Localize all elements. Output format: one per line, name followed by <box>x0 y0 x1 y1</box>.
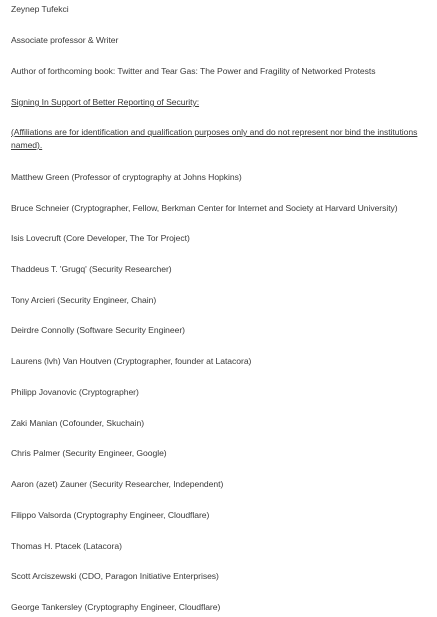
signatory-item: Isis Lovecruft (Core Developer, The Tor Project) <box>11 233 190 243</box>
signing-heading: Signing In Support of Better Reporting of Security: <box>11 97 200 107</box>
signatory-item: Philipp Jovanovic (Cryptographer) <box>11 387 139 397</box>
signatory-item: Thaddeus T. 'Grugq' (Security Researcher) <box>11 264 172 274</box>
author-book: Author of forthcoming book: Twitter and Tear Gas: The Power and Fragility of Networked Protests <box>11 66 376 76</box>
signatory-item: Filippo Valsorda (Cryptography Engineer, Cloudflare) <box>11 510 210 520</box>
signatory-item: Deirdre Connolly (Software Security Engineer) <box>11 325 185 335</box>
signatory-item: Zaki Manian (Cofounder, Skuchain) <box>11 418 145 428</box>
signatory-item: Thomas H. Ptacek (Latacora) <box>11 541 122 551</box>
signatory-item: Scott Arciszewski (CDO, Paragon Initiative Enterprises) <box>11 571 219 581</box>
signatory-item: Matthew Green (Professor of cryptography at Johns Hopkins) <box>11 172 242 182</box>
signatory-item: Tony Arcieri (Security Engineer, Chain) <box>11 295 157 305</box>
author-role: Associate professor & Writer <box>11 35 119 45</box>
signatory-item: Bruce Schneier (Cryptographer, Fellow, Berkman Center for Internet and Society at Harvard University) <box>11 203 398 213</box>
signatory-item: Aaron (azet) Zauner (Security Researcher, Independent) <box>11 479 224 489</box>
signatory-item: Laurens (lvh) Van Houtven (Cryptographer, founder at Latacora) <box>11 356 252 366</box>
author-name: Zeynep Tufekci <box>11 4 69 14</box>
signatory-item: George Tankersley (Cryptography Engineer, Cloudflare) <box>11 602 221 612</box>
affiliations-note: (Affiliations are for identification and qualification purposes only and do not represent nor bind the institutions named). <box>11 127 418 150</box>
signatory-item: Chris Palmer (Security Engineer, Google) <box>11 448 167 458</box>
